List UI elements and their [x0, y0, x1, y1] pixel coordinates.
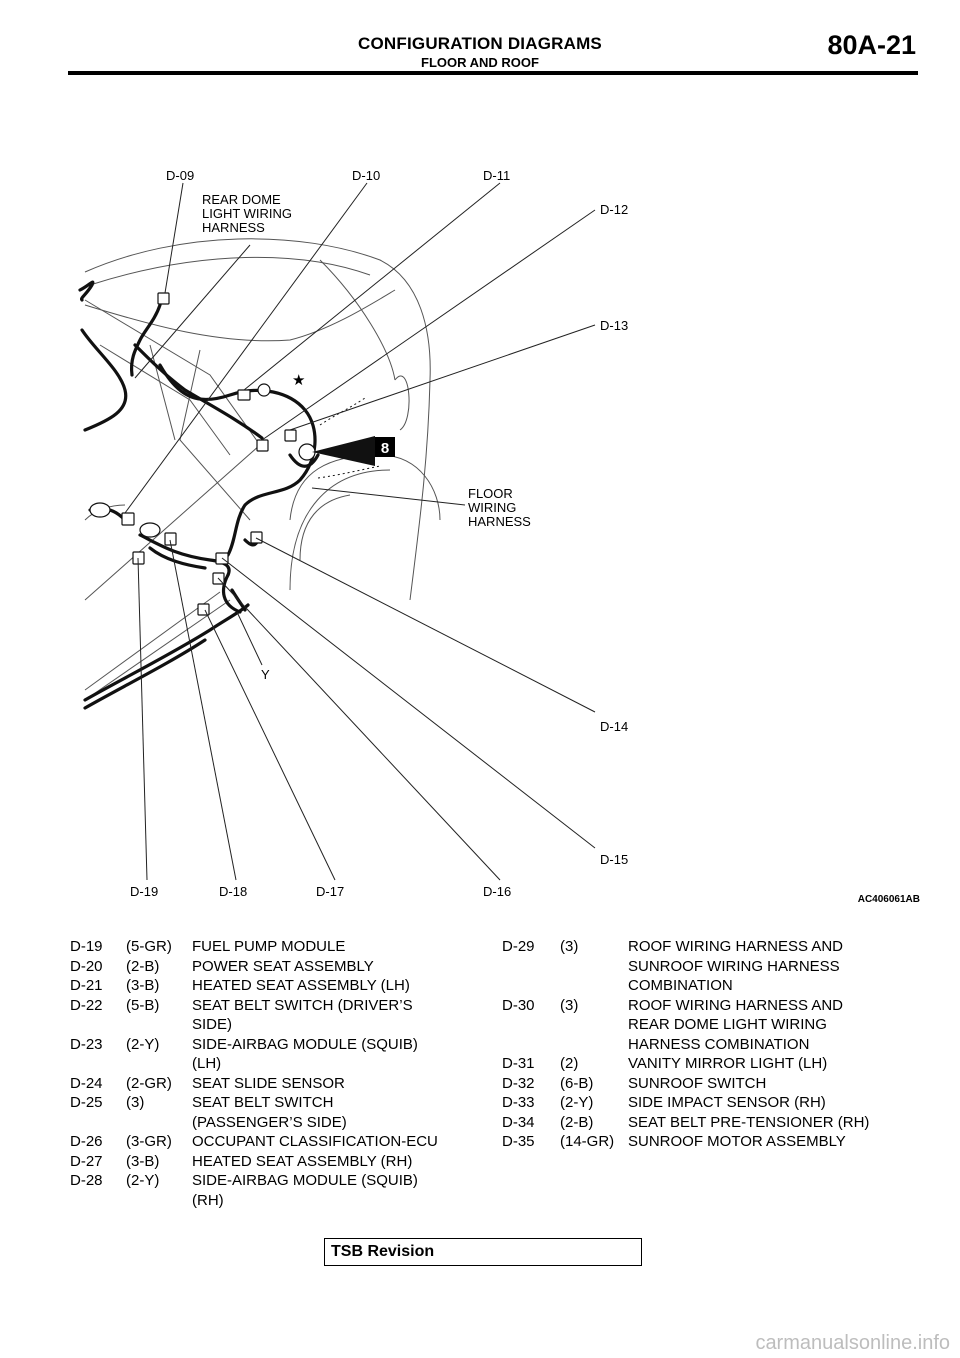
connector-id: D-26 [70, 1133, 103, 1150]
connector-pin-color: (2) [560, 1055, 579, 1072]
connector-id [70, 1191, 126, 1211]
connector-row [502, 1015, 922, 1035]
connector-id: D-30 [502, 996, 535, 1014]
connector-row [502, 1074, 922, 1094]
tsb-revision-label: TSB Revision [331, 1243, 435, 1260]
wiring-harness-lines [80, 282, 318, 708]
connector-id [502, 976, 560, 996]
connector-row [502, 1054, 922, 1074]
vehicle-body-outline [85, 239, 440, 700]
watermark: carmanualsonline.info [755, 1332, 950, 1354]
connector-pin-color: (14-GR) [560, 1133, 615, 1150]
connector-row [502, 1113, 922, 1133]
connector-description: SEAT SLIDE SENSOR [192, 1074, 345, 1092]
label-d09: D-09 [166, 168, 195, 183]
label-rear-dome-3: HARNESS [202, 220, 265, 235]
label-d15: D-15 [600, 852, 629, 867]
connector-description: (LH) [192, 1055, 222, 1072]
leader-lines [125, 183, 595, 880]
connector-row [70, 1074, 470, 1094]
connector-row [502, 1132, 922, 1152]
wiring-diagram [0, 80, 960, 920]
connector-id: D-28 [70, 1172, 103, 1189]
connector-id [502, 957, 560, 977]
connector-id: D-21 [70, 977, 103, 994]
connector-row [70, 1093, 470, 1113]
connector-row [70, 996, 470, 1016]
connector-pin-color: (2-Y) [126, 1172, 160, 1189]
connector-pin-color: (2-GR) [126, 1074, 172, 1092]
connector-row [502, 1093, 922, 1113]
connector-pin-color: (3-B) [126, 1152, 160, 1170]
connector-row [70, 1132, 470, 1152]
connector-description: SEAT BELT SWITCH [192, 1094, 334, 1111]
connector-id: D-32 [502, 1074, 535, 1092]
connector-id: D-29 [502, 938, 535, 955]
connector-description: COMBINATION [628, 977, 733, 994]
connector-description: VANITY MIRROR LIGHT (LH) [628, 1055, 828, 1072]
connector-list-left [70, 937, 470, 1210]
page-number: 80A-21 [827, 30, 916, 60]
label-d16: D-16 [483, 884, 512, 899]
label-d13: D-13 [600, 318, 629, 333]
figure-code: AC406061AB [857, 894, 920, 905]
connector-id: D-27 [70, 1152, 103, 1170]
label-rear-dome-2: LIGHT WIRING [202, 206, 293, 221]
connector-pin-color [560, 957, 628, 977]
connector-row [70, 1035, 470, 1055]
label-floor-2: WIRING [468, 500, 517, 515]
connector-description: SIDE-AIRBAG MODULE (SQUIB) [192, 1172, 418, 1189]
label-floor-3: HARNESS [468, 514, 531, 529]
connector-description: HARNESS COMBINATION [628, 1035, 810, 1053]
connector-description: SUNROOF SWITCH [628, 1074, 767, 1092]
connector-id: D-23 [70, 1035, 103, 1053]
label-y: Y [261, 667, 270, 682]
connector-pin-color [560, 1015, 628, 1035]
connector-id [70, 1015, 126, 1035]
connector-description: POWER SEAT ASSEMBLY [192, 957, 374, 975]
star-icon: ★ [292, 371, 306, 389]
connector-row [70, 976, 470, 996]
connector-description: SIDE) [192, 1016, 233, 1033]
label-d12: D-12 [600, 202, 629, 217]
connector-pin-color [560, 976, 628, 996]
label-rear-dome-1: REAR DOME [202, 192, 281, 207]
connector-description: SEAT BELT PRE-TENSIONER (RH) [628, 1113, 870, 1131]
connector-row [502, 937, 922, 957]
connector-id: D-22 [70, 996, 103, 1014]
label-d18: D-18 [219, 884, 248, 899]
connector-row [70, 1171, 470, 1191]
connector-description: FUEL PUMP MODULE [192, 938, 346, 955]
connector-description: (RH) [192, 1191, 224, 1209]
label-d10: D-10 [352, 168, 381, 183]
header-rule [68, 71, 918, 75]
connector-row [70, 1015, 470, 1035]
connector-pin-color [126, 1054, 192, 1074]
badge-number: 8 [380, 440, 390, 457]
connector-row [70, 1152, 470, 1172]
connector-pin-color: (3-GR) [126, 1133, 172, 1150]
connector-pin-color: (3) [560, 996, 579, 1014]
page-title: CONFIGURATION DIAGRAMS [358, 34, 602, 53]
tsb-revision-box [324, 1238, 642, 1266]
connector-row [502, 957, 922, 977]
connector-description: (PASSENGER’S SIDE) [192, 1113, 347, 1131]
wedge-pointer [312, 436, 375, 466]
connector-id [70, 1113, 126, 1133]
connector-list-right [502, 937, 922, 1152]
connector-pin-color [560, 1035, 628, 1055]
connector-row [502, 976, 922, 996]
connector-id: D-24 [70, 1074, 103, 1092]
connector-pin-color: (2-B) [126, 957, 160, 975]
connector-row [70, 957, 470, 977]
connector-description: SUNROOF WIRING HARNESS [628, 957, 840, 975]
connector-description: ROOF WIRING HARNESS AND [628, 938, 844, 955]
connector-row [70, 937, 470, 957]
connector-description: HEATED SEAT ASSEMBLY (LH) [192, 977, 410, 994]
connector-pin-color: (2-Y) [560, 1094, 594, 1111]
connector-pin-color: (5-GR) [126, 938, 172, 955]
connector-description: REAR DOME LIGHT WIRING [628, 1016, 827, 1033]
label-d17: D-17 [316, 884, 345, 899]
connector-id: D-20 [70, 957, 103, 975]
connector-id: D-35 [502, 1133, 535, 1150]
connector-description: SEAT BELT SWITCH (DRIVER’S [192, 996, 413, 1014]
connector-id: D-31 [502, 1055, 535, 1072]
connector-pin-color: (5-B) [126, 996, 160, 1014]
connector-id: D-34 [502, 1113, 535, 1131]
connector-pin-color: (6-B) [560, 1074, 594, 1092]
connector-row [502, 996, 922, 1016]
connector-description: ROOF WIRING HARNESS AND [628, 996, 844, 1014]
connector-pin-color: (3) [126, 1094, 145, 1111]
label-d19: D-19 [130, 884, 159, 899]
connector-row [70, 1191, 470, 1211]
label-floor-1: FLOOR [468, 486, 513, 501]
connector-description: HEATED SEAT ASSEMBLY (RH) [192, 1152, 413, 1170]
connector-pin-color [126, 1015, 192, 1035]
connector-pin-color: (3) [560, 938, 579, 955]
connector-id: D-25 [70, 1094, 103, 1111]
connector-id [70, 1054, 126, 1074]
label-d14: D-14 [600, 719, 629, 734]
connector-pin-color [126, 1191, 192, 1211]
label-d11: D-11 [483, 168, 511, 183]
page-subtitle: FLOOR AND ROOF [421, 55, 539, 70]
connector-id: D-19 [70, 938, 103, 955]
connector-id: D-33 [502, 1094, 535, 1111]
connector-pin-color: (2-Y) [126, 1035, 160, 1053]
connector-pin-color [126, 1113, 192, 1133]
connector-row [502, 1035, 922, 1055]
connector-row [70, 1113, 470, 1133]
connector-pin-color: (3-B) [126, 977, 160, 994]
connector-description: SIDE-AIRBAG MODULE (SQUIB) [192, 1035, 418, 1053]
connector-id [502, 1035, 560, 1055]
connector-pin-color: (2-B) [560, 1113, 594, 1131]
connector-description: SIDE IMPACT SENSOR (RH) [628, 1094, 826, 1111]
connector-description: OCCUPANT CLASSIFICATION-ECU [192, 1133, 438, 1150]
connector-id [502, 1015, 560, 1035]
connector-description: SUNROOF MOTOR ASSEMBLY [628, 1133, 846, 1150]
connector-row [70, 1054, 470, 1074]
